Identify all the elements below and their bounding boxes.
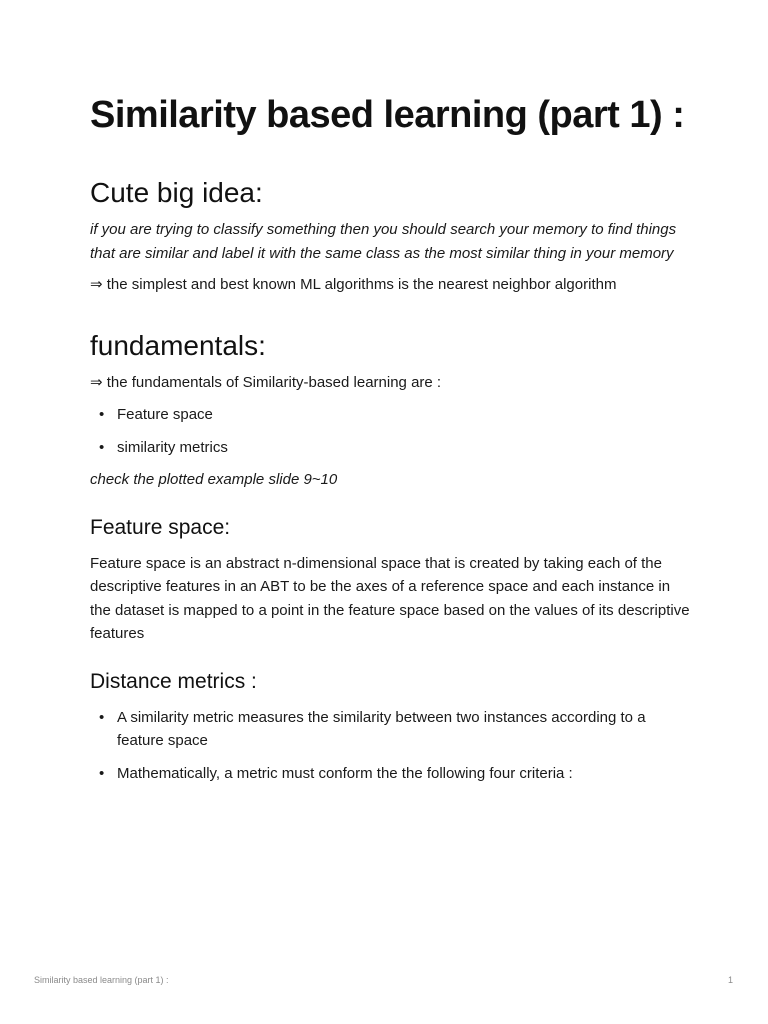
bullet-icon: • bbox=[99, 708, 105, 726]
bullet-icon: • bbox=[99, 438, 105, 456]
list-item: • Feature space bbox=[90, 403, 690, 427]
bullet-icon: • bbox=[99, 764, 105, 782]
section-heading-feature-space: Feature space: bbox=[90, 515, 231, 539]
feature-space-text: Feature space is an abstract n-dimensional space that is created by taking each of the descriptive features in an ABT to be the axes of a reference space and each instance in the dataset is mapped to a point in the feature space based on the values of its descriptive features bbox=[90, 554, 690, 642]
list-item: • A similarity metric measures the similarity between two instances according to a feature space bbox=[90, 706, 690, 753]
section-heading-big-idea: Cute big idea: bbox=[90, 177, 263, 208]
big-idea-arrow-text: ⇒ the simplest and best known ML algorithms is the nearest neighbor algorithm bbox=[90, 276, 617, 293]
section-heading-distance-metrics: Distance metrics : bbox=[90, 669, 257, 693]
section-heading-fundamentals: fundamentals: bbox=[90, 329, 266, 361]
fundamentals-arrow-text: ⇒ the fundamentals of Similarity-based learning are : bbox=[90, 373, 442, 391]
big-idea-text: if you are trying to classify something then you should search your memory to find things that are similar and label it with the same class as the most similar thing in your memory bbox=[90, 221, 677, 262]
distance-metrics-list bbox=[90, 706, 690, 786]
list-item: • Mathematically, a metric must conform the the following four criteria : bbox=[90, 762, 690, 786]
bullet-icon: • bbox=[99, 406, 105, 423]
document-body bbox=[90, 88, 690, 785]
page-title: Similarity based learning (part 1) : bbox=[90, 94, 685, 136]
list-item: • similarity metrics bbox=[90, 436, 690, 460]
fundamentals-note: check the plotted example slide 9~10 bbox=[90, 471, 338, 488]
footer-doc-title: Similarity based learning (part 1) : bbox=[34, 975, 169, 985]
footer-page-number: 1 bbox=[728, 975, 734, 985]
fundamentals-list bbox=[90, 403, 690, 459]
